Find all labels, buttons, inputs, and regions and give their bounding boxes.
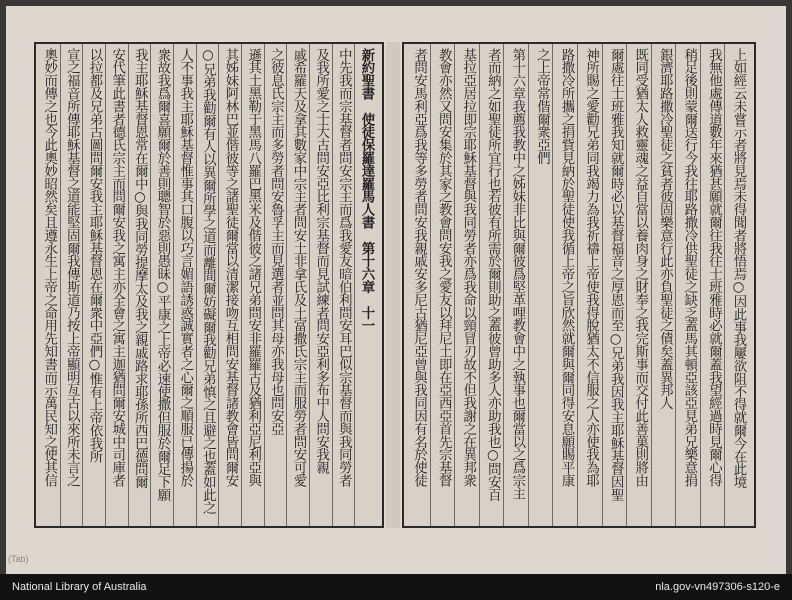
column-rule [264,44,265,526]
text-column: 以拉都及兄弟古圖問爾安我主耶穌基督恩在爾衆中亞們○惟有上帝依我所 [87,48,102,463]
column-rule [241,44,242,526]
footer-identifier: nla.gov-vn497306-s120-e [655,581,780,593]
column-rule [286,44,287,526]
column-rule [724,44,725,526]
column-rule [128,44,129,526]
right-page [402,42,756,528]
text-column: 安代筆此書者德氏宗主而問爾安我之寓主亦全會之寓主迦猶問爾安城中司庫者 [109,48,125,487]
text-column: 我無他處傳道數年來猶甚願就爾往我往士班雅時必就爾蓋我望經過時見爾心得 [706,48,722,487]
column-rule [332,44,333,526]
text-column: 銀濟耶路撒冷聖徒之貧者彼固樂意行此亦負聖徒之債矣蓋異邦人 [657,48,673,410]
column-rule [479,44,480,526]
text-column: 衆故我爲爾喜願爾於善則聰智於惡則愚昧○平康之上帝必速使撒但服於爾足下願 [155,48,170,502]
text-column: ○兄弟我勸爾有人以異爾所學之道而離間爾妨礙爾我勸兄弟慎之且避之也蓋如此之 [200,48,216,514]
column-rule [218,44,219,526]
column-rule [675,44,676,526]
column-rule [552,44,553,526]
column-rule [626,44,627,526]
column-rule [430,44,431,526]
column-rule [454,44,455,526]
running-title: 新約聖書 使徒保羅達羅馬人書 第十六章 十一 [359,48,375,332]
column-rule [700,44,701,526]
column-rule [173,44,174,526]
text-column: 第十六章我薦我教中之姊妹非比與爾彼爲堅革哩教會中之執事也爾當以之爲宗主 [509,48,525,500]
text-column: 奧妙而傳之也今此奧妙昭然矣且遵永生上帝之命用先知書而示萬民知之使其信 [41,48,57,487]
column-rule [105,44,106,526]
column-rule [503,44,504,526]
text-column: 戚希羅天及拿其數家中宗主者問安土非拿氏及土富撒氏宗主而服勞者問安可愛 [291,48,306,487]
text-column: 人不事我主耶穌基督惟事其口腹以巧言媚語誘惑誠實者之心爾之順服已傳揚於 [177,48,193,487]
column-rule [577,44,578,526]
footer-credit: National Library of Australia [12,581,147,593]
column-rule [354,44,355,526]
margin-mark: (Tab) [8,554,29,564]
column-rule [602,44,603,526]
text-column: 神所賜之愛勸兄弟同我竭力為我祈禱上帝使我得脫猶太不信服之人亦使我為耶 [583,48,599,487]
page-gutter [386,42,400,528]
text-column: 宣之福音所傳耶穌基督之道能堅固爾我傳斯道乃按上帝顯明亙古以來所未言之 [64,48,80,487]
column-rule [60,44,61,526]
text-column: 者而納之如聖徒所宜行也若彼有所需於爾則助之蓋彼曾助多人亦助我也○問安百 [485,48,501,502]
text-column: 中先我而宗基督者問安宗主而爲我愛友暗伯利問安耳巴似宗基督而與我同勞者 [336,48,352,487]
column-rule [528,44,529,526]
text-column: 我主耶穌基督恩常在爾中○與我同勞提摩太及我之親戚路求耶孫所西巴德問爾 [132,48,148,489]
text-column: 及我所愛之士大古問安亞比利宗基督而見試練者問安亞利多布中人問安我親 [313,48,329,474]
left-page [34,42,384,528]
text-column: 既同受猶太人救靈魂之益自當以養肉身之財奉之我完斯事而交付此善菓則將由 [632,48,648,487]
column-rule [651,44,652,526]
text-column: 稍足後則蒙爾送行今我往耶路撒冷供聖徒之缺乏蓋馬其頓亞該亞見弟兄樂意捐 [681,48,697,487]
text-column: 其姊妹阿林巴並偕彼等之諸聖徒爾當以清潔接吻互相問安基督諸教會皆問爾安 [223,48,238,487]
text-column: 者問安馬利亞爲我等多勞者問安我親戚安多尼古猶尼亞曾與我同因有名於使徒 [411,48,427,487]
text-column: 路撒冷所攜之捐貲見納於聖徒使我循上帝之旨欣然就爾與爾同得安息願賜平康 [559,48,574,487]
text-column: 教會亦然又問安集於其家之教會問安我之愛友以拜尼土即在亞西亞首先宗基督 [436,48,452,487]
text-column: 遜其土黑勒于黑馬八羅巴黑米及偕彼之諸兄弟問安非羅羅古及猶利亞尼利亞與 [245,48,261,487]
text-column: 上如經云未嘗示者將見焉未得聞者將悟焉○因此事我屢欲阻不得就爾今在此境 [731,48,746,489]
text-column: 之上帝常偕爾衆亞們 [534,48,550,165]
column-rule [82,44,83,526]
footer-bar [0,574,792,600]
column-rule [196,44,197,526]
text-column: 基拉亞居拉即宗耶穌基督與我同勞者亦爲我命以頸冒刃故不但我謝之在異邦衆 [460,48,476,487]
text-column: 爾處往士班雅我知就爾時必以基督福音之厚恩而至○兄弟我因我主耶穌基督因聖 [608,48,624,502]
column-rule [150,44,151,526]
column-rule [309,44,310,526]
text-column: 之彼息氏宗主而多勞者問安魯孚主而見選者並問其母亦我母也問安亞 [268,48,284,435]
